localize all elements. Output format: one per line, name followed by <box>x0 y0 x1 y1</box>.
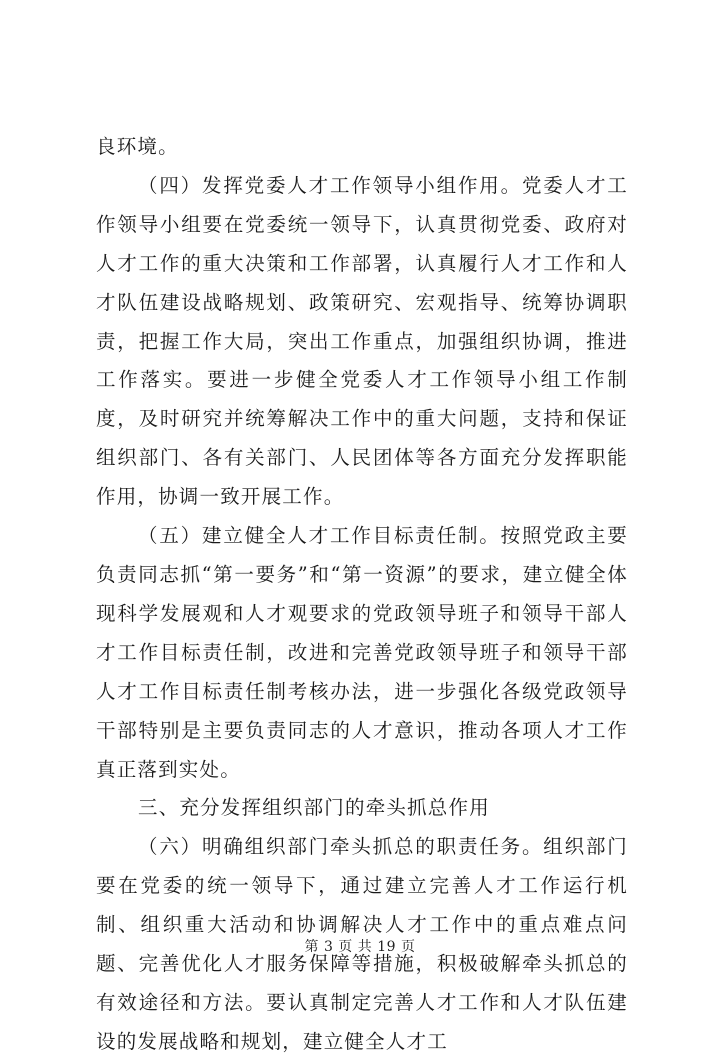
paragraph-section-5: （五）建立健全人才工作目标责任制。按照党政主要负责同志抓“第一要务”和“第一资源”的要求，建立健全体现科学发展观和人才观要求的党政领导班子和领导干部人才工作目标责任制，改进和完善党政领导班子和领导干部人才工作目标责任制考核办法，进一步强化各级党政领导干部特别是主要负责同志的人才意识，推动各项人才工作真正落到实处。 <box>96 524 628 781</box>
paragraph-section-4: （四）发挥党委人才工作领导小组作用。党委人才工作领导小组要在党委统一领导下，认真贯彻党委、政府对人才工作的重大决策和工作部署，认真履行人才工作和人才队伍建设战略规划、政策研究、宏观指导、统筹协调职责，把握工作大局，突出工作重点，加强组织协调，推进工作落实。要进一步健全党委人才工作领导小组工作制度，及时研究并统筹解决工作中的重大问题，支持和保证组织部门、各有关部门、人民团体等各方面充分发挥职能作用，协调一致开展工作。 <box>96 173 628 509</box>
paragraph-section-6: （六）明确组织部门牵头抓总的职责任务。组织部门要在党委的统一领导下，通过建立完善人才工作运行机制、组织重大活动和协调解决人才工作中的重点难点问题、完善优化人才服务保障等措施，积极破解牵头抓总的有效途径和方法。要认真制定完善人才工作和人才队伍建设的发展战略和规划，建立健全人才工 <box>96 835 628 1053</box>
section-heading-3: 三、充分发挥组织部门的牵头抓总作用 <box>138 796 490 820</box>
document-body <box>96 128 628 1062</box>
page-number-footer: 第 3 页 共 19 页 <box>304 939 416 955</box>
paragraph-continuation: 良环境。 <box>96 135 179 158</box>
